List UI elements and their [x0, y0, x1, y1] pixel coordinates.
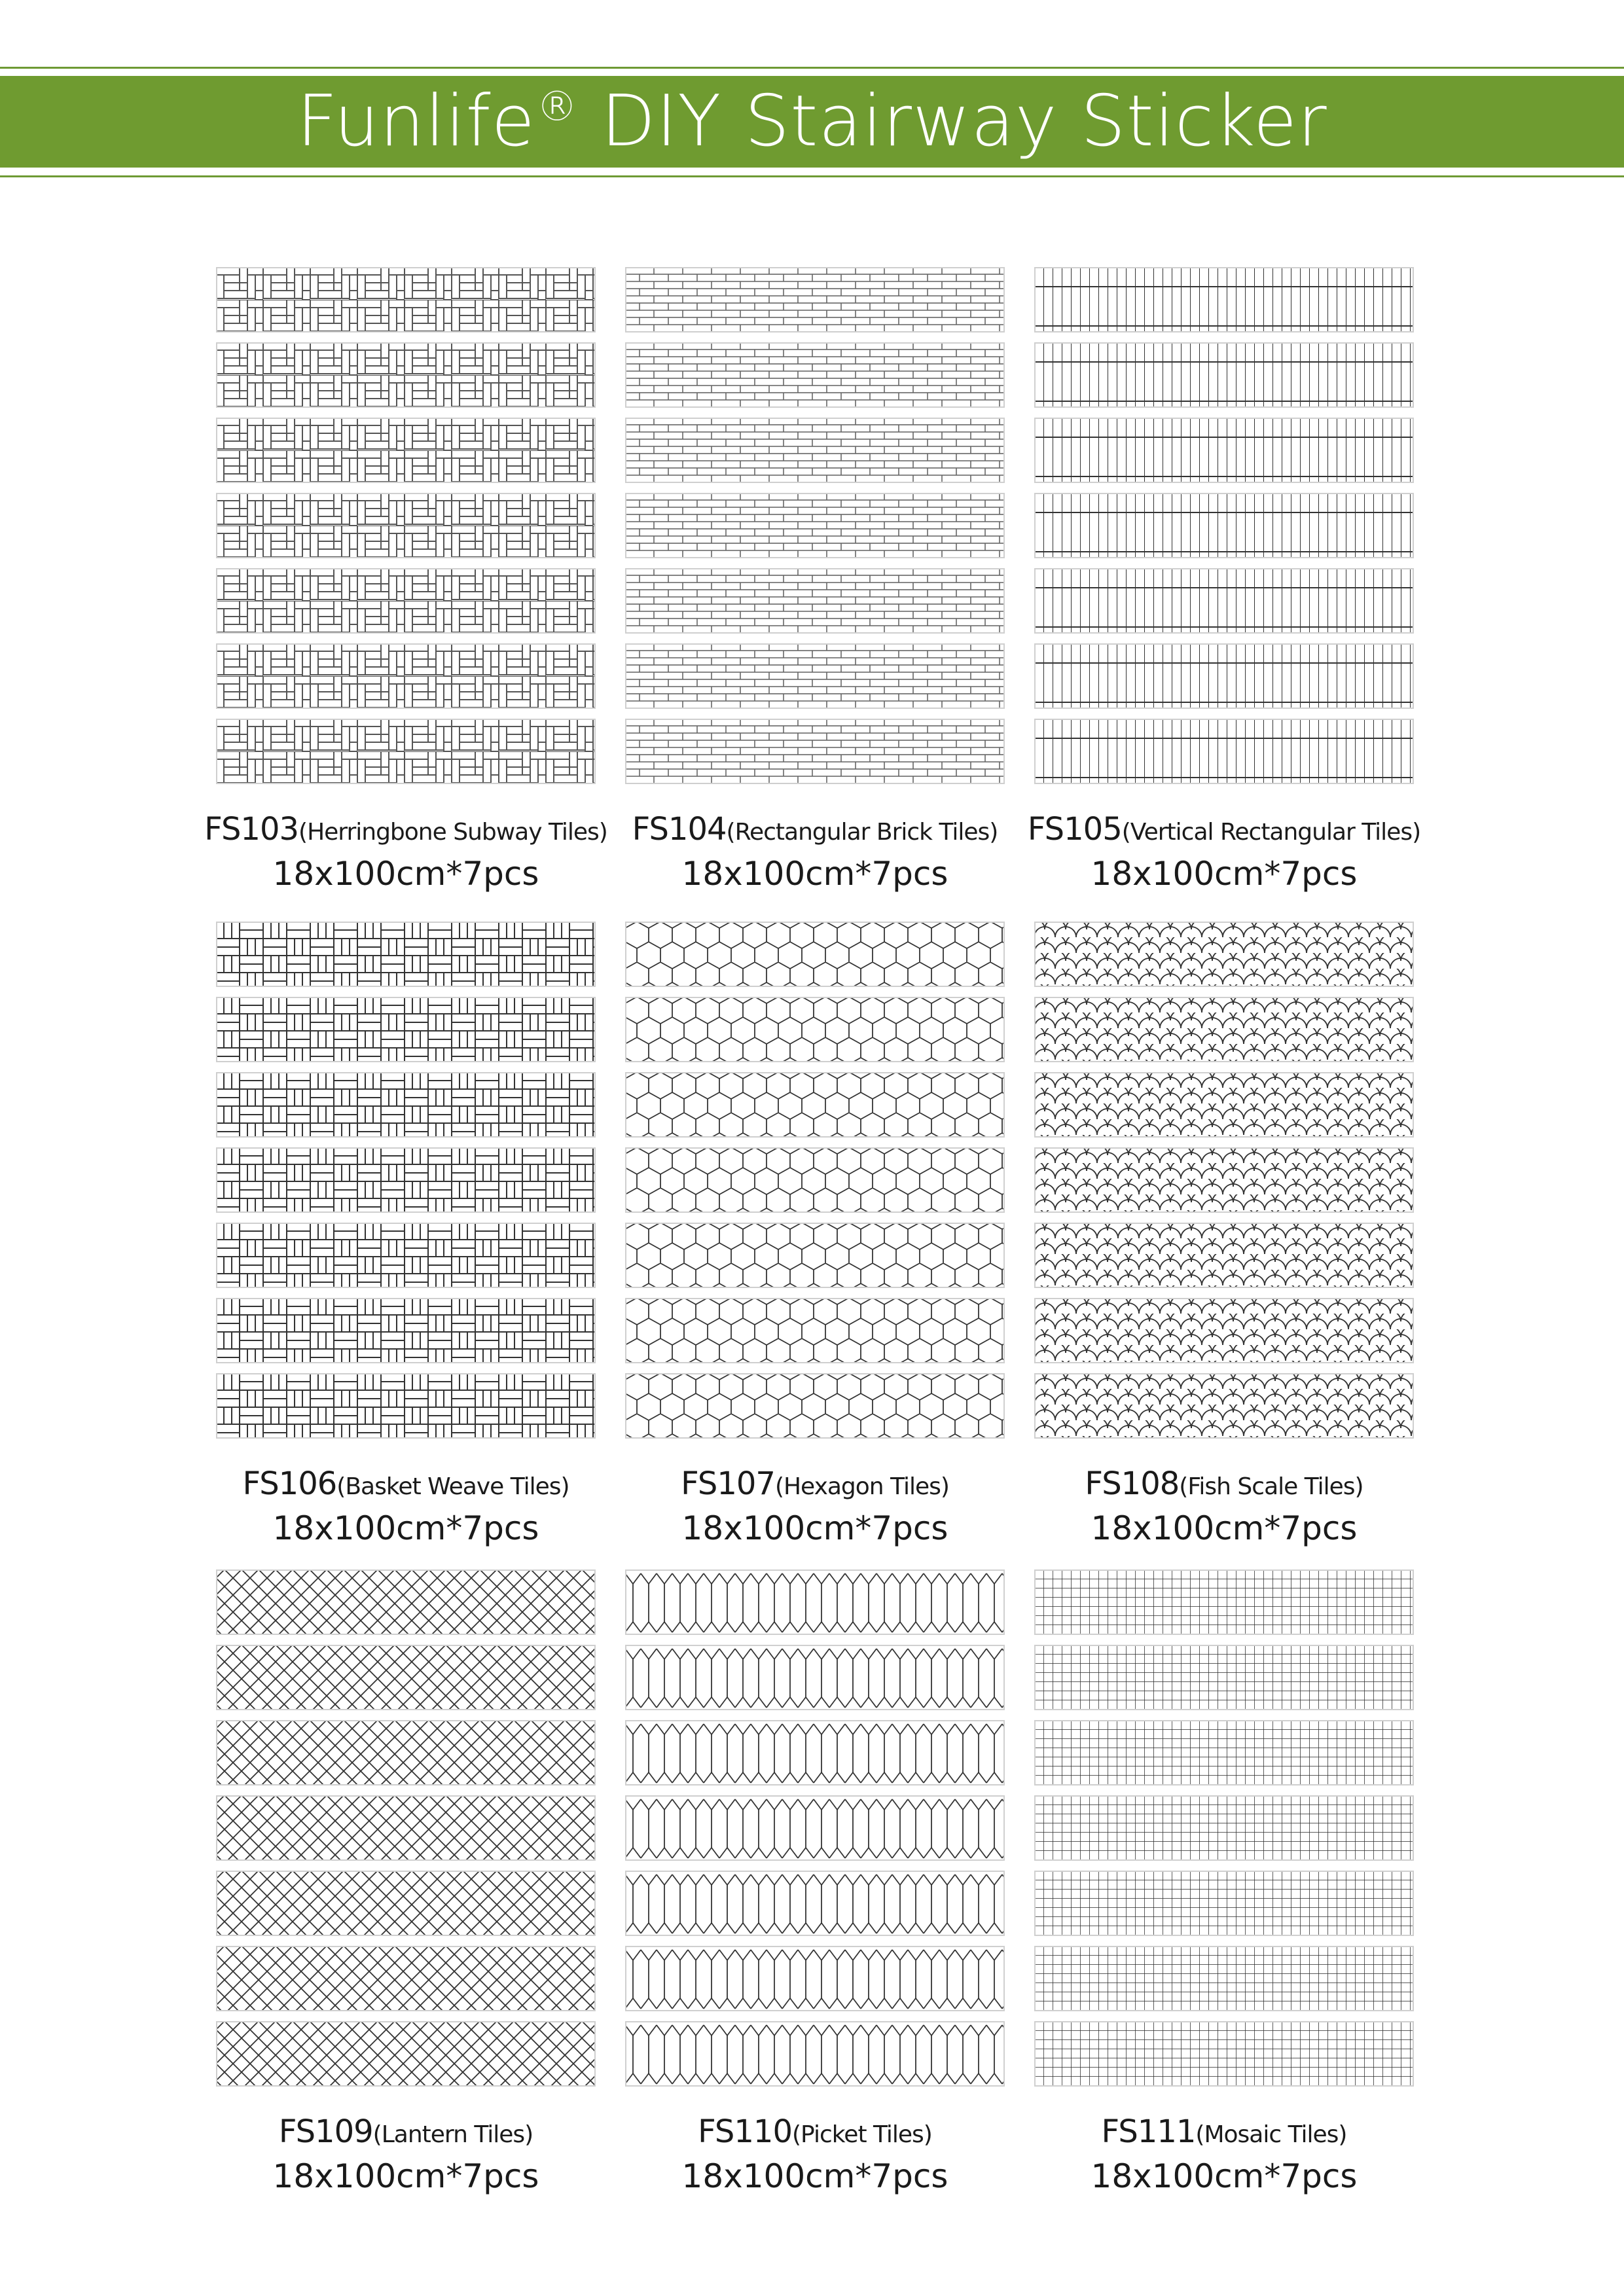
product-code-line — [1008, 1465, 1440, 1506]
product-size: 18x100cm*7pcs — [681, 1509, 948, 1547]
product-size: 18x100cm*7pcs — [272, 1509, 539, 1547]
product-name: (Mosaic Tiles) — [1195, 2121, 1347, 2148]
sticker-strip — [625, 719, 1005, 784]
top-rule — [0, 67, 1624, 69]
sticker-strip — [1034, 922, 1414, 987]
sticker-strip — [625, 1223, 1005, 1288]
sticker-strip — [216, 267, 596, 332]
sticker-strip — [625, 1946, 1005, 2011]
sticker-strip — [1034, 1795, 1414, 1861]
sticker-strip — [625, 1147, 1005, 1213]
sticker-strip — [1034, 418, 1414, 483]
product-code-line — [190, 1465, 622, 1506]
product-code-line — [190, 810, 622, 852]
sticker-strip — [1034, 2021, 1414, 2087]
sticker-strip — [625, 493, 1005, 558]
product-size: 18x100cm*7pcs — [1091, 1509, 1358, 1547]
product-code-line — [1008, 810, 1440, 852]
product-code: FS104 — [632, 811, 727, 848]
product-name: (Hexagon Tiles) — [774, 1473, 949, 1500]
sticker-strip — [625, 922, 1005, 987]
sticker-strip — [216, 1570, 596, 1635]
product-code: FS110 — [698, 2113, 792, 2150]
sticker-strip — [625, 1298, 1005, 1363]
product-name: (Vertical Rectangular Tiles) — [1121, 819, 1421, 846]
sticker-strip — [625, 418, 1005, 483]
product-size: 18x100cm*7pcs — [681, 2157, 948, 2195]
sticker-strip — [625, 2021, 1005, 2087]
product-name: (Fish Scale Tiles) — [1179, 1473, 1363, 1500]
sticker-strip — [625, 267, 1005, 332]
title-banner — [0, 76, 1624, 168]
sticker-strip — [216, 1871, 596, 1936]
product-code: FS106 — [242, 1465, 337, 1502]
product-caption — [1008, 2113, 1440, 2196]
sticker-strip — [1034, 719, 1414, 784]
product-caption — [599, 2113, 1031, 2196]
sticker-strip — [625, 1072, 1005, 1138]
sticker-strip — [216, 1645, 596, 1710]
sticker-strip — [1034, 267, 1414, 332]
sticker-strip — [216, 568, 596, 634]
sticker-strip — [1034, 1645, 1414, 1710]
sticker-strip — [625, 1645, 1005, 1710]
sticker-strip — [625, 342, 1005, 408]
sticker-strip — [216, 1298, 596, 1363]
sticker-strip — [625, 1871, 1005, 1936]
product-code: FS109 — [278, 2113, 373, 2150]
product-size: 18x100cm*7pcs — [272, 855, 539, 893]
sticker-strip — [625, 1795, 1005, 1861]
sticker-strip — [1034, 643, 1414, 709]
sticker-strip — [216, 922, 596, 987]
sticker-strip — [216, 1147, 596, 1213]
sticker-strip — [1034, 1298, 1414, 1363]
sticker-strip — [625, 643, 1005, 709]
sticker-strip — [216, 997, 596, 1062]
product-caption — [190, 1465, 622, 1548]
product-caption — [190, 810, 622, 893]
product-code-line — [190, 2113, 622, 2154]
sticker-strip — [1034, 1871, 1414, 1936]
page-title: Funlife® DIY Stairway Sticker — [297, 81, 1327, 162]
product-code-line — [599, 810, 1031, 852]
product-name: (Herringbone Subway Tiles) — [298, 819, 607, 846]
sticker-strip — [216, 1720, 596, 1785]
product-caption — [1008, 810, 1440, 893]
product-code: FS107 — [681, 1465, 775, 1502]
sticker-strip — [1034, 1720, 1414, 1785]
sticker-strip — [216, 1946, 596, 2011]
product-code: FS105 — [1027, 811, 1122, 848]
sticker-strip — [1034, 1072, 1414, 1138]
product-caption — [599, 1465, 1031, 1548]
sticker-strip — [1034, 1373, 1414, 1439]
sticker-strip — [1034, 493, 1414, 558]
sticker-strip — [1034, 568, 1414, 634]
sticker-strip — [1034, 1147, 1414, 1213]
product-name: (Rectangular Brick Tiles) — [726, 819, 998, 846]
product-code-line — [599, 2113, 1031, 2154]
sticker-strip — [1034, 997, 1414, 1062]
product-code: FS103 — [204, 811, 299, 848]
sticker-strip — [216, 418, 596, 483]
sticker-strip — [216, 719, 596, 784]
sticker-strip — [1034, 1570, 1414, 1635]
product-code-line — [599, 1465, 1031, 1506]
sticker-strip — [216, 2021, 596, 2087]
sticker-strip — [216, 1373, 596, 1439]
product-size: 18x100cm*7pcs — [272, 2157, 539, 2195]
sticker-strip — [625, 1570, 1005, 1635]
sticker-strip — [1034, 1223, 1414, 1288]
sticker-strip — [216, 493, 596, 558]
sticker-strip — [1034, 1946, 1414, 2011]
product-name: (Lantern Tiles) — [372, 2121, 533, 2148]
sticker-strip — [216, 1795, 596, 1861]
product-caption — [190, 2113, 622, 2196]
product-size: 18x100cm*7pcs — [681, 855, 948, 893]
product-caption — [599, 810, 1031, 893]
sticker-strip — [625, 568, 1005, 634]
product-name: (Picket Tiles) — [791, 2121, 932, 2148]
product-caption — [1008, 1465, 1440, 1548]
sticker-strip — [216, 342, 596, 408]
sticker-strip — [216, 643, 596, 709]
sticker-strip — [216, 1223, 596, 1288]
sticker-strip — [1034, 342, 1414, 408]
sticker-strip — [216, 1072, 596, 1138]
sticker-strip — [625, 1720, 1005, 1785]
product-size: 18x100cm*7pcs — [1091, 855, 1358, 893]
product-code: FS108 — [1085, 1465, 1180, 1502]
product-code-line — [1008, 2113, 1440, 2154]
product-size: 18x100cm*7pcs — [1091, 2157, 1358, 2195]
sticker-strip — [625, 1373, 1005, 1439]
sticker-strip — [625, 997, 1005, 1062]
bottom-rule — [0, 175, 1624, 177]
product-code: FS111 — [1101, 2113, 1196, 2150]
product-name: (Basket Weave Tiles) — [336, 1473, 569, 1500]
